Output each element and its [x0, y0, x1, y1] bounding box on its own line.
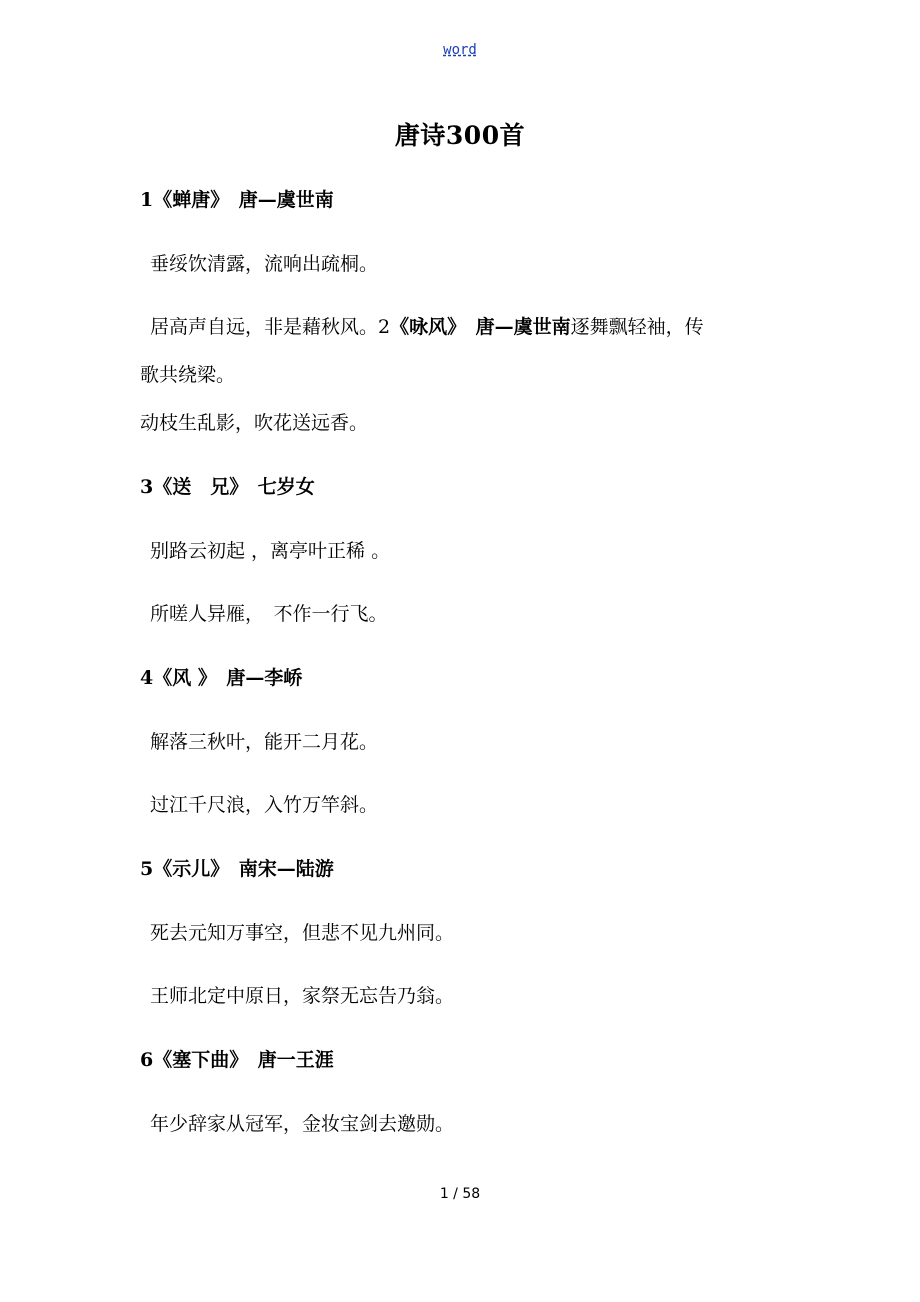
poem-line-text: 居高声自远，非是藉秋风。2	[150, 316, 391, 338]
header-word-link[interactable]: word	[443, 42, 477, 58]
poem-heading-3: 3《送 兄》 七岁女	[140, 476, 315, 498]
poem-line: 过江千尺浪，入竹万竿斜。	[150, 794, 379, 816]
poem-line: 别路云初起 ，离亭叶正稀 。	[150, 540, 391, 562]
poem-line-text: 逐舞飘轻袖，传	[570, 316, 704, 338]
poem-line: 死去元知万事空，但悲不见九州同。	[150, 922, 455, 944]
poem-heading-2: 《咏风》 唐—虞世南	[390, 316, 571, 338]
poem-line: 王师北定中原日，家祭无忘告乃翁。	[150, 985, 455, 1007]
poem-line	[150, 314, 704, 340]
poem-heading-6: 6《塞下曲》 唐一王涯	[140, 1049, 334, 1071]
poem-line: 解落三秋叶，能开二月花。	[150, 731, 379, 753]
poem-line: 动枝生乱影，吹花送远香。	[140, 412, 369, 434]
poem-heading-4: 4《风 》 唐—李峤	[140, 667, 303, 689]
document-title: 唐诗300首	[394, 121, 526, 150]
poem-heading-5: 5《示儿》 南宋—陆游	[140, 858, 334, 880]
poem-line: 所嗟人异雁， 不作一行飞。	[150, 603, 388, 625]
poem-line: 年少辞家从冠军，金妆宝剑去邀勋。	[150, 1113, 455, 1135]
poem-line: 垂绥饮清露，流响出疏桐。	[150, 253, 379, 275]
page-indicator: 1 / 58	[439, 1186, 481, 1202]
poem-heading-1: 1《蝉唐》 唐—虞世南	[140, 189, 334, 211]
poem-line: 歌共绕梁。	[140, 364, 236, 386]
